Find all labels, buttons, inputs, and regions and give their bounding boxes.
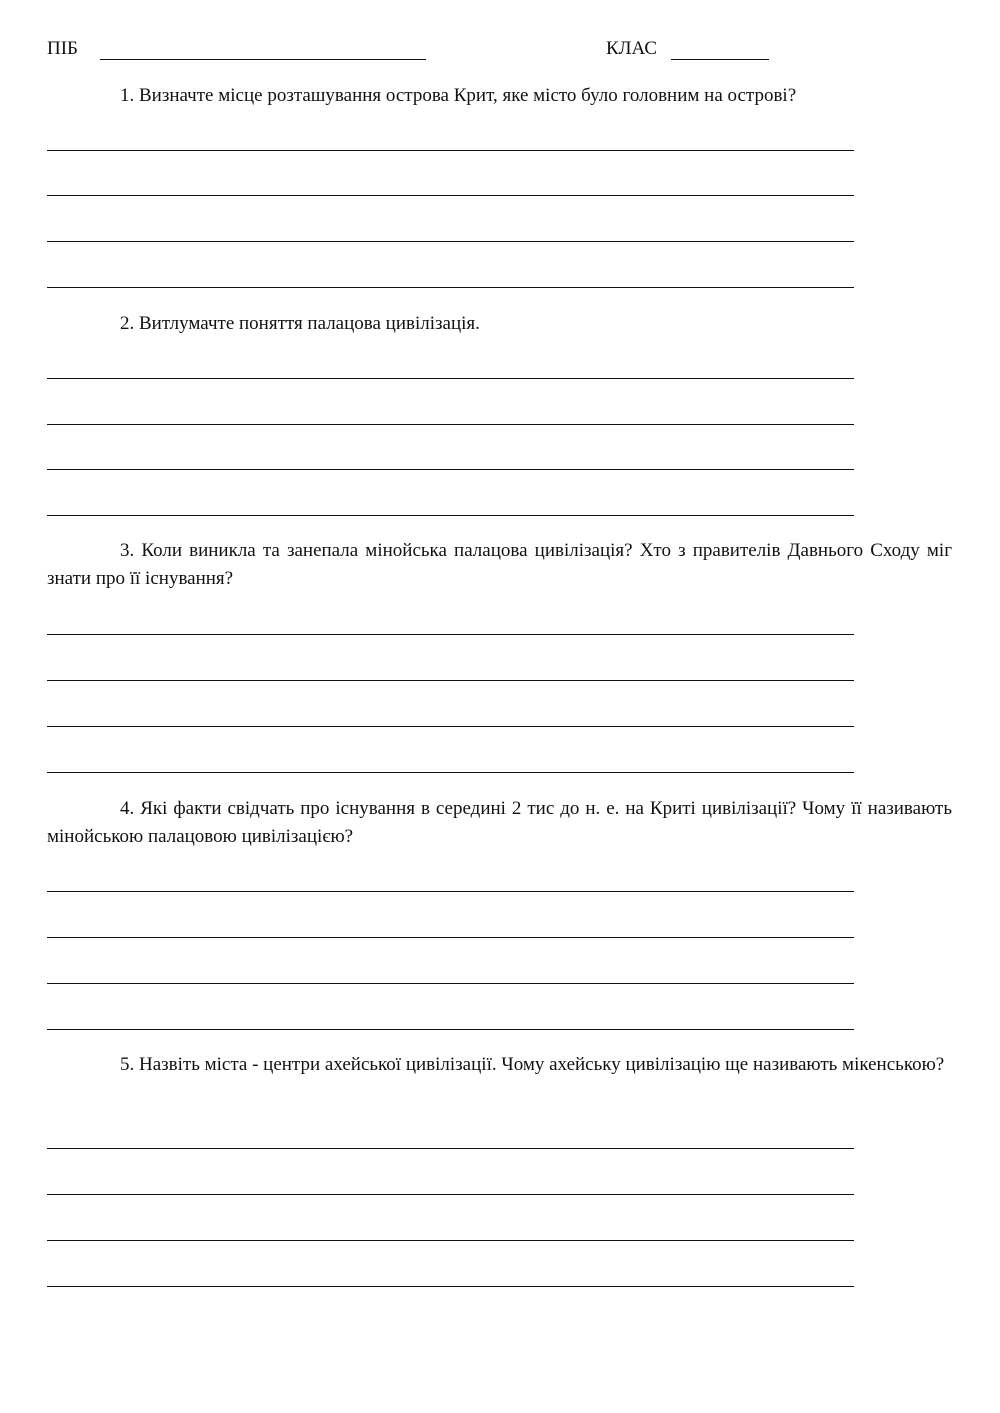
answer-line-q4-2[interactable] — [47, 937, 854, 938]
answer-line-q1-1[interactable] — [47, 150, 854, 151]
question-2: 2. Витлумачте поняття палацова цивілізація. — [120, 313, 480, 334]
answer-line-q2-3[interactable] — [47, 469, 854, 470]
answer-line-q2-4[interactable] — [47, 515, 854, 516]
answer-line-q5-2[interactable] — [47, 1194, 854, 1195]
answer-line-q3-3[interactable] — [47, 726, 854, 727]
answer-line-q1-4[interactable] — [47, 287, 854, 288]
question-1: 1. Визначте місце розташування острова Крит, яке місто було головним на острові? — [120, 85, 797, 106]
question-4: 4. Які факти свідчать про існування в середині 2 тис до н. е. на Криті цивілізації? Чому її називають мінойською палацовою цивілізацією? — [47, 798, 952, 847]
answer-line-q5-1[interactable] — [47, 1148, 854, 1149]
answer-line-q3-1[interactable] — [47, 634, 854, 635]
answer-line-q1-2[interactable] — [47, 195, 854, 196]
answer-line-q5-3[interactable] — [47, 1240, 854, 1241]
answer-line-q5-4[interactable] — [47, 1286, 854, 1287]
question-3: 3. Коли виникла та занепала мінойська палацова цивілізація? Хто з правителів Давнього Сходу міг знати про її існування? — [47, 540, 952, 589]
worksheet-header — [0, 36, 1000, 64]
answer-line-q3-4[interactable] — [47, 772, 854, 773]
answer-line-q1-3[interactable] — [47, 241, 854, 242]
answer-line-q4-1[interactable] — [47, 891, 854, 892]
answer-line-q4-3[interactable] — [47, 983, 854, 984]
answer-line-q4-4[interactable] — [47, 1029, 854, 1030]
answer-line-q2-2[interactable] — [47, 424, 854, 425]
name-field[interactable] — [100, 59, 426, 60]
class-field[interactable] — [671, 59, 769, 60]
class-label: КЛАС — [606, 38, 658, 59]
name-label: ПІБ — [47, 38, 78, 59]
answer-line-q3-2[interactable] — [47, 680, 854, 681]
question-5: 5. Назвіть міста - центри ахейської цивілізації. Чому ахейську цивілізацію ще називають мікенською? — [120, 1054, 945, 1075]
answer-line-q2-1[interactable] — [47, 378, 854, 379]
